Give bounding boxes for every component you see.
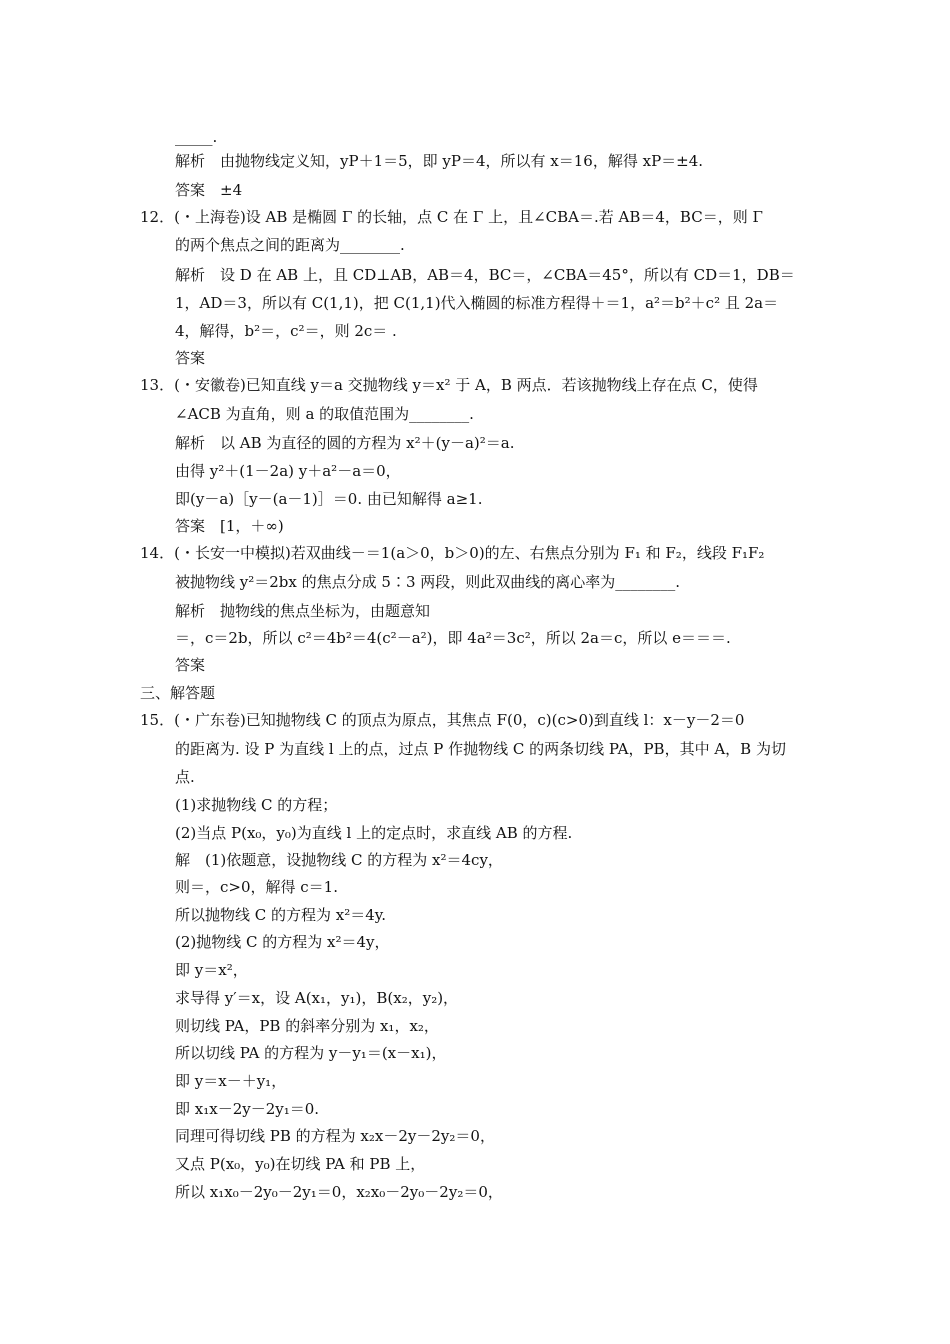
q15-solution: 解 (1)依题意，设抛物线 C 的方程为 x²＝4cy，: [175, 851, 503, 869]
q13-solution-cont2: 即(y－a)［y－(a－1)］＝0. 由已知解得 a≥1.: [175, 490, 483, 508]
q12-answer: 答案: [175, 349, 206, 367]
section-heading: 三、解答题: [140, 684, 216, 702]
q14-solution: 解析 抛物线的焦点坐标为，由题意知: [175, 602, 431, 620]
q15-solution-line: 所以 x₁x₀－2y₀－2y₁＝0，x₂x₀－2y₀－2y₂＝0，: [175, 1183, 503, 1201]
q15-solution-line: 所以切线 PA 的方程为 y－y₁＝(x－x₁)，: [175, 1044, 447, 1062]
q15-solution-line: 又点 P(x₀，y₀)在切线 PA 和 PB 上，: [175, 1155, 426, 1173]
q15-solution-line: 即 x₁x－2y－2y₁＝0.: [175, 1100, 320, 1118]
q12-solution-cont2: 4，解得，b²＝，c²＝，则 2c＝ .: [175, 322, 397, 340]
q15-solution-line: 则＝，c>0，解得 c＝1.: [175, 878, 338, 896]
q13-stem-cont: ∠ACB 为直角，则 a 的取值范围为________.: [175, 405, 474, 423]
q15-stem-cont: 的距离为. 设 P 为直线 l 上的点，过点 P 作抛物线 C 的两条切线 PA，PB，其中 A，B 为切: [175, 740, 786, 758]
q12-solution-cont: 1，AD＝3，所以有 C(1,1)，把 C(1,1)代入椭圆的标准方程得＋＝1，a²＝b²＋c² 且 2a＝: [175, 294, 779, 312]
q13-solution: 解析 以 AB 为直径的圆的方程为 x²＋(y－a)²＝a.: [175, 434, 515, 452]
q15-stem-cont2: 点.: [175, 768, 195, 786]
q14-answer: 答案: [175, 656, 206, 674]
q14-solution-cont: ＝，c＝2b，所以 c²＝4b²＝4(c²－a²)，即 4a²＝3c²，所以 2a＝c，所以 e＝＝＝.: [175, 629, 731, 647]
q14-stem: 14．(・长安一中模拟)若双曲线－＝1(a＞0，b＞0)的左、右焦点分别为 F₁ 和 F₂，线段 F₁F₂: [140, 544, 765, 562]
q15-part2: (2)当点 P(x₀，y₀)为直线 l 上的定点时，求直线 AB 的方程.: [175, 824, 573, 842]
q15-solution-line: 所以抛物线 C 的方程为 x²＝4y.: [175, 906, 387, 924]
q14-stem-cont: 被抛物线 y²＝2bx 的焦点分成 5∶3 两段，则此双曲线的离心率为________.: [175, 573, 681, 591]
q13-solution-cont: 由得 y²＋(1－2a) y＋a²－a＝0，: [175, 462, 401, 480]
q15-part1: (1)求抛物线 C 的方程；: [175, 796, 338, 814]
q12-solution: 解析 设 D 在 AB 上，且 CD⊥AB，AB＝4，BC＝，∠CBA＝45°，所以有 CD＝1，DB＝: [175, 266, 795, 284]
q13-answer: 答案 [1，＋∞): [175, 517, 284, 535]
q11-answer: 答案 ±4: [175, 181, 243, 199]
q15-stem: 15．(・广东卷)已知抛物线 C 的顶点为原点，其焦点 F(0，c)(c>0)到直线 l：x－y－2＝0: [140, 711, 745, 729]
q12-stem-cont: 的两个焦点之间的距离为________.: [175, 236, 405, 254]
q12-stem: 12．(・上海卷)设 AB 是椭圆 Γ 的长轴，点 C 在 Γ 上，且∠CBA＝.若 AB＝4，BC＝，则 Γ: [140, 208, 763, 226]
answer-blank-line: _____.: [175, 128, 218, 146]
q15-solution-line: 即 y＝x²，: [175, 961, 248, 979]
q11-solution: 解析 由抛物线定义知，yP＋1＝5，即 yP＝4，所以有 x＝16，解得 xP＝±4.: [175, 152, 704, 170]
q15-solution-line: 即 y＝x－＋y₁，: [175, 1072, 287, 1090]
q15-solution-line: 则切线 PA，PB 的斜率分别为 x₁，x₂，: [175, 1017, 439, 1035]
q15-solution-line: (2)抛物线 C 的方程为 x²＝4y，: [175, 933, 390, 951]
q15-solution-line: 求导得 y′＝x，设 A(x₁，y₁)，B(x₂，y₂)，: [175, 989, 459, 1007]
q13-stem: 13．(・安徽卷)已知直线 y＝a 交抛物线 y＝x² 于 A，B 两点．若该抛物线上存在点 C，使得: [140, 376, 758, 394]
q15-solution-line: 同理可得切线 PB 的方程为 x₂x－2y－2y₂＝0，: [175, 1127, 495, 1145]
